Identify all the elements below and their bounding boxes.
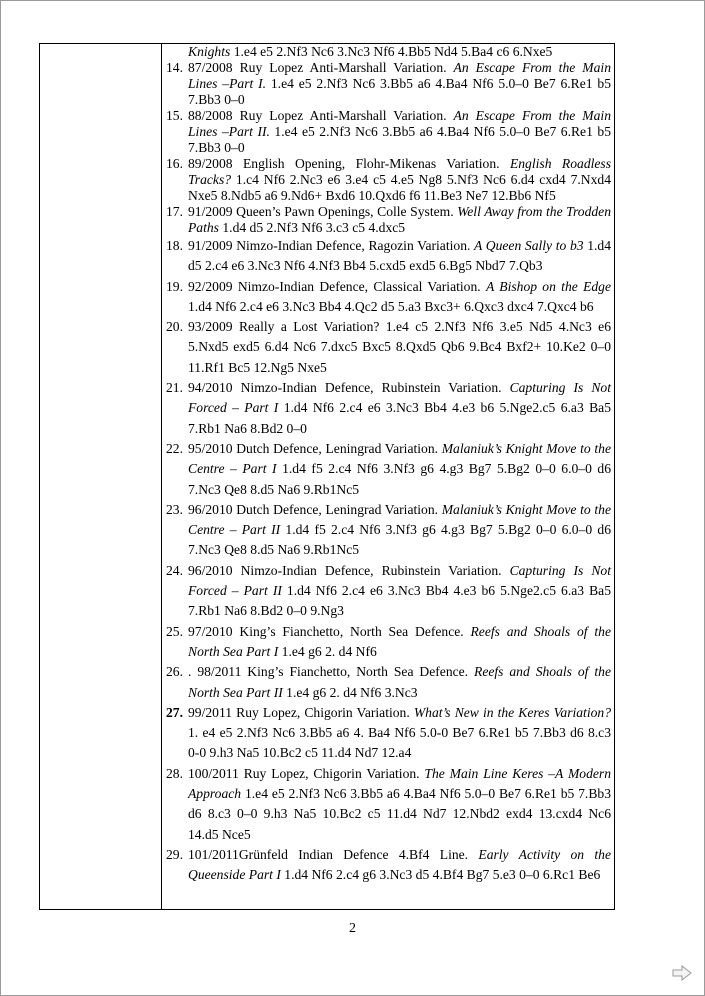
list-number: 24. xyxy=(166,562,183,578)
entry-heading: 96/2010 Nimzo-Indian Defence, Rubinstein Variation. xyxy=(188,562,510,578)
entry-title: Knights xyxy=(188,44,231,59)
entry-moves: 1.d4 f5 2.c4 Nf6 3.Nf3 g6 4.g3 Bg7 5.Bg2 0–0 6.0–0 d6 7.Nc3 Qe8 8.d5 Na6 9.Rb1Nc5 xyxy=(188,522,611,558)
entry-heading: 88/2008 Ruy Lopez Anti-Marshall Variation. xyxy=(188,108,454,123)
list-item xyxy=(166,439,611,500)
table-right-column xyxy=(162,44,614,909)
entry-moves: 1.d4 Nf6 2.c4 e6 3.Nc3 Bb4 4.e3 b6 5.Nge2.c5 6.a3 Ba5 7.Rb1 Na6 8.Bd2 0–0 xyxy=(188,400,611,436)
list-item xyxy=(166,60,611,108)
list-number: 29. xyxy=(166,846,183,862)
list-number: 14. xyxy=(166,60,183,75)
table-left-column xyxy=(40,44,162,909)
list-item xyxy=(166,108,611,156)
entry-title: An Escape From the Main Lines –Part I. xyxy=(188,60,611,91)
entry-heading: 101/2011Grünfeld Indian Defence 4.Bf4 Line. xyxy=(188,846,479,862)
list-item xyxy=(166,204,611,236)
entry-title: Reefs and Shoals of the North Sea Part I xyxy=(188,623,611,659)
entry-heading: 91/2009 Nimzo-Indian Defence, Ragozin Variation. xyxy=(188,238,475,253)
entry-title: Reefs and Shoals of the North Sea Part II xyxy=(188,664,611,700)
entry-title: Capturing Is Not Forced – Part I xyxy=(188,380,611,416)
entry-heading: 96/2010 Dutch Defence, Leningrad Variation. xyxy=(188,501,442,517)
entry-moves: 1.c4 Nf6 2.Nc3 e6 3.e4 c5 4.e5 Ng8 5.Nf3 Nc6 6.d4 cxd4 7.Nxd4 Nxe5 8.Ndb5 a6 9.Nd6+ Bxd6 10.Qxd6 f6 11.Be3 Ne7 12.Bb6 Nf5 xyxy=(188,172,611,203)
entry-heading: 92/2009 Nimzo-Indian Defence, Classical Variation. xyxy=(188,278,486,294)
entry-moves: 1.e4 g6 2. d4 Nf6 3.Nc3 xyxy=(282,684,418,700)
entry-moves: 1.e4 e5 2.Nf3 Nc6 3.Nc3 Nf6 4.Bb5 Nd4 5.Ba4 c6 6.Nxe5 xyxy=(230,44,553,59)
list-item xyxy=(166,703,611,764)
list-item-continuation xyxy=(166,44,611,60)
entry-title: What’s New in the Keres Variation? xyxy=(413,704,611,720)
entry-title: Capturing Is Not Forced – Part II xyxy=(188,562,611,599)
list-number: 26. xyxy=(166,664,183,680)
list-number: 19. xyxy=(166,278,183,294)
entry-moves: 1.d4 d5 2.c4 e6 3.Nc3 Nf6 4.Nf3 Bb4 5.cxd5 exd5 6.Bg5 Nbd7 7.Qb3 xyxy=(188,238,612,274)
list-number: 21. xyxy=(166,380,183,396)
entry-title: Well Away from the Trodden Paths xyxy=(188,204,612,235)
document-table xyxy=(39,43,615,910)
entry-moves: 1.e4 e5 2.Nf3 Nc6 3.Bb5 a6 4.Ba4 Nf6 5.0–0 Be7 6.Re1 b5 7.Bb3 0–0 xyxy=(188,124,611,155)
entry-title: Malaniuk’s Knight Move to the Centre – Part I xyxy=(188,440,611,477)
entry-moves: 1.d4 d5 2.Nf3 Nf6 3.c3 c5 4.dxc5 xyxy=(218,220,406,235)
list-number: 25. xyxy=(166,623,183,639)
list-item xyxy=(166,500,611,561)
list-number: 23. xyxy=(166,501,183,517)
list-item xyxy=(166,277,611,318)
list-number: 15. xyxy=(166,108,183,123)
entry-title: The Main Line Keres –A Modern Approach xyxy=(188,765,611,802)
entry-moves: 1.d4 Nf6 2.c4 e6 3.Nc3 Bb4 4.Qc2 d5 5.a3 Bxc3+ 6.Qxc3 dxc4 7.Qxc4 b6 xyxy=(188,298,594,314)
entry-heading: 93/2009 Really a Lost Variation? 1.e4 c5 2.Nf3 Nf6 3.e5 Nd5 4.Nc3 e6 5.Nxd5 exd5 6.d4 Nc6 7.dxc5 Bxc5 8.Qxd5 Qb6 9.Bc4 Bxf2+ 10.Ke2 0–0 11.Rf1 Bc5 12.Ng5 Nxe5 xyxy=(188,319,611,375)
list-item xyxy=(166,622,611,663)
list-number: 27. xyxy=(166,704,183,720)
entry-title: Early Activity on the Queenside Part I xyxy=(188,846,611,883)
list-item xyxy=(166,561,611,622)
entry-heading: 87/2008 Ruy Lopez Anti-Marshall Variation. xyxy=(188,60,454,75)
entry-heading: 89/2008 English Opening, Flohr-Mikenas Variation. xyxy=(188,156,510,171)
next-page-arrow-icon[interactable] xyxy=(672,965,692,981)
list-number: 16. xyxy=(166,156,183,171)
list-number: 22. xyxy=(166,440,183,456)
entry-title: English Roadless Tracks? xyxy=(188,156,612,187)
list-number: 17. xyxy=(166,204,183,219)
entry-heading: 91/2009 Queen’s Pawn Openings, Colle System. xyxy=(188,204,458,219)
entry-moves: 1.e4 e5 2.Nf3 Nc6 3.Bb5 a6 4.Ba4 Nf6 5.0–0 Be7 6.Re1 b5 7.Bb3 0–0 xyxy=(188,76,611,107)
entry-moves: 1.d4 Nf6 2.c4 e6 3.Nc3 Bb4 4.e3 b6 5.Nge2.c5 6.a3 Ba5 7.Rb1 Na6 8.Bd2 0–0 9.Ng3 xyxy=(188,583,611,619)
list-number: 20. xyxy=(166,319,183,335)
entry-moves: 1.d4 f5 2.c4 Nf6 3.Nf3 g6 4.g3 Bg7 5.Bg2 0–0 6.0–0 d6 7.Nc3 Qe8 8.d5 Na6 9.Rb1Nc5 xyxy=(188,461,611,497)
page-number: 2 xyxy=(349,921,356,936)
entry-heading: 97/2010 King’s Fianchetto, North Sea Defence. xyxy=(188,623,471,639)
entry-title: A Queen Sally to b3 xyxy=(474,238,584,253)
list-item xyxy=(166,317,611,378)
entry-heading: 100/2011 Ruy Lopez, Chigorin Variation. xyxy=(188,765,425,781)
entry-title: Malaniuk’s Knight Move to the Centre – Part II xyxy=(188,501,611,538)
list-number: 18. xyxy=(166,238,183,253)
list-item xyxy=(166,764,611,845)
list-item xyxy=(166,662,611,703)
entry-moves: 1.d4 Nf6 2.c4 g6 3.Nc3 d5 4.Bf4 Bg7 5.e3 0–0 6.Rc1 Be6 xyxy=(280,867,601,883)
list-item xyxy=(166,845,611,886)
entry-moves: 1.e4 e5 2.Nf3 Nc6 3.Bb5 a6 4.Ba4 Nf6 5.0–0 Be7 6.Re1 b5 7.Bb3 d6 8.c3 0–0 9.h3 Na5 10.Bc2 c5 11.d4 Nd7 12.Nbd2 exd4 13.cxd4 Nc6 14.d5 Nce5 xyxy=(188,786,611,842)
list-item xyxy=(166,378,611,439)
entry-heading: 99/2011 Ruy Lopez, Chigorin Variation. xyxy=(188,704,414,720)
entry-title: An Escape From the Main Lines –Part II. xyxy=(188,108,611,139)
entry-title: A Bishop on the Edge xyxy=(485,278,611,294)
entry-heading: . 98/2011 King’s Fianchetto, North Sea Defence. xyxy=(188,664,475,680)
entry-moves: 1.e4 g6 2. d4 Nf6 xyxy=(278,643,377,659)
list-item xyxy=(166,156,611,204)
entry-moves: 1. e4 e5 2.Nf3 Nc6 3.Bb5 a6 4. Ba4 Nf6 5.0-0 Be7 6.Re1 b5 7.Bb3 d6 8.c3 0-0 9.h3 Na5 10.Bc2 c5 11.d4 Nd7 12.a4 xyxy=(188,725,611,761)
list-number: 28. xyxy=(166,765,183,781)
entry-heading: 94/2010 Nimzo-Indian Defence, Rubinstein Variation. xyxy=(188,380,510,396)
entry-heading: 95/2010 Dutch Defence, Leningrad Variation. xyxy=(188,440,442,456)
list-item xyxy=(166,236,611,277)
